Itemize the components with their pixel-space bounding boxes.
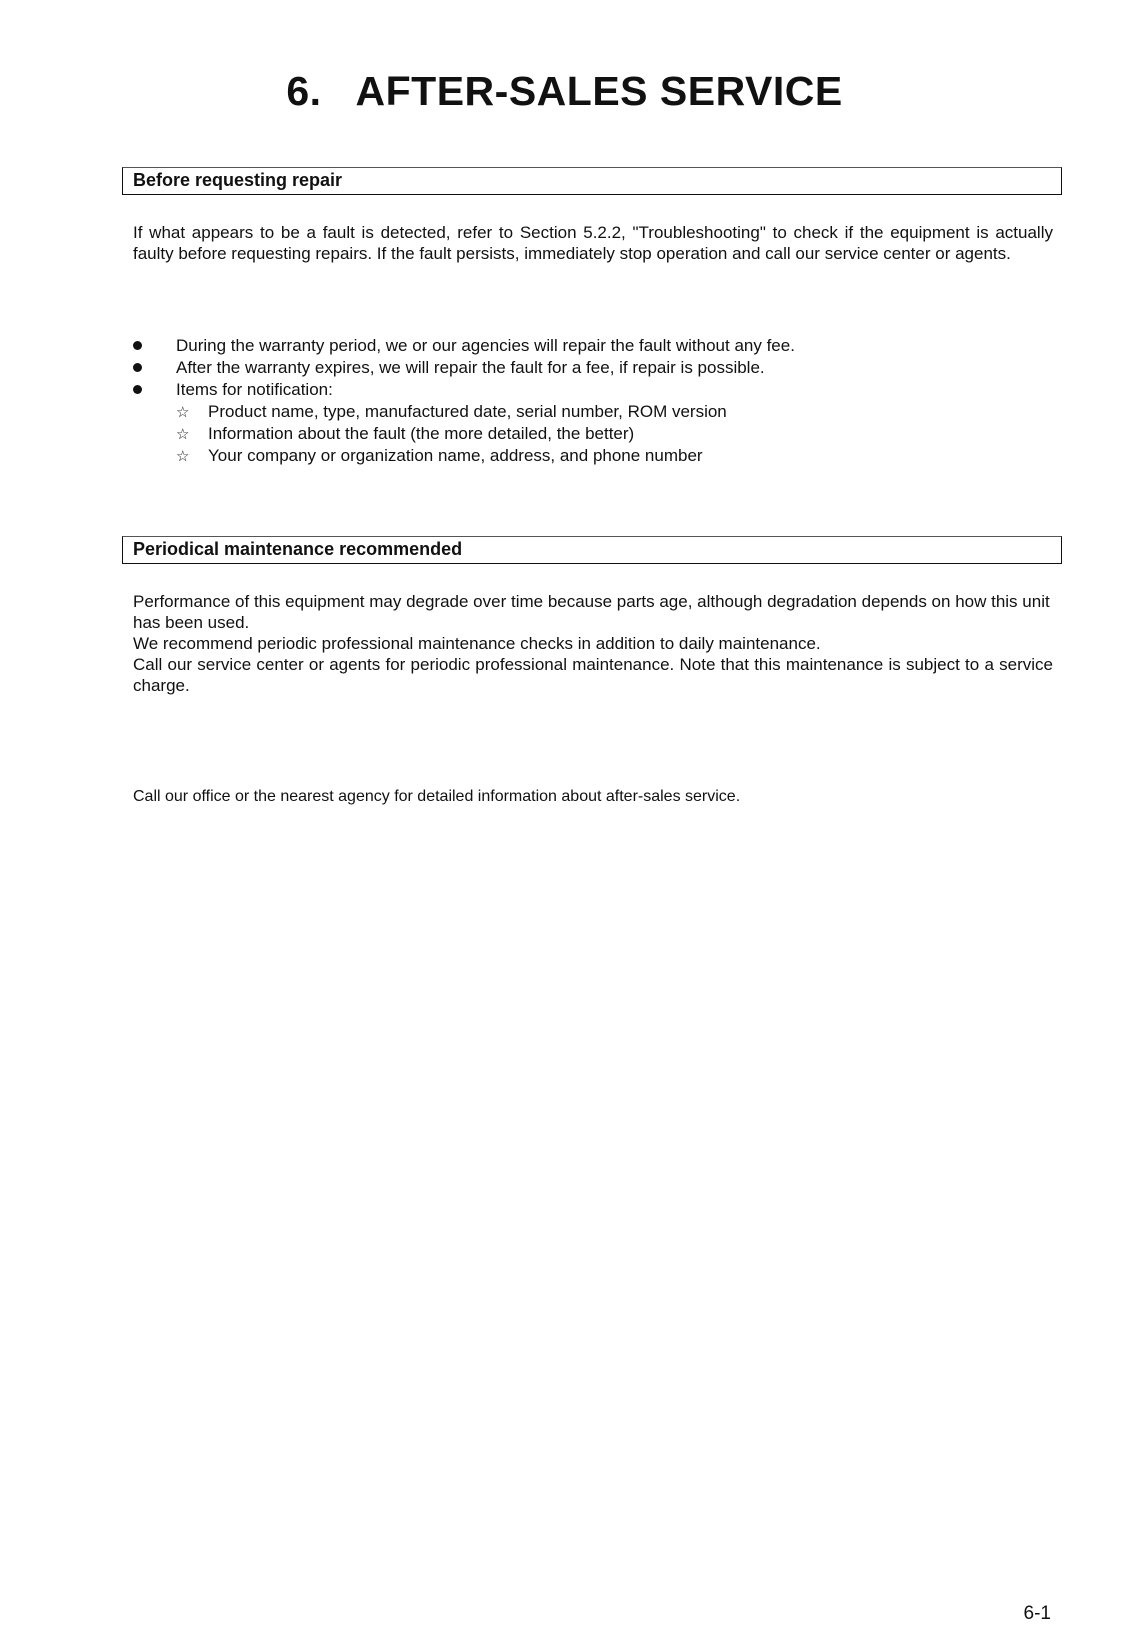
star-icon: ☆ <box>176 425 190 443</box>
list-item-text: Product name, type, manufactured date, serial number, ROM version <box>208 402 727 421</box>
page-title <box>0 68 1129 115</box>
list-item <box>133 335 1033 357</box>
chapter-title: AFTER-SALES SERVICE <box>355 68 843 114</box>
list-item <box>176 401 1033 423</box>
repair-bullet-list <box>133 335 1033 467</box>
section-header-before-repair <box>122 167 1062 195</box>
repair-intro-text: If what appears to be a fault is detected, refer to Section 5.2.2, "Troubleshooting" to check if the equipment is actually faulty before requesting repairs. If the fault persists, immediately stop operation and call our service center or agents. <box>133 223 1053 263</box>
maintenance-paragraph: We recommend periodic professional maintenance checks in addition to daily maintenance. <box>133 634 821 653</box>
footer-note: Call our office or the nearest agency for detailed information about after-sales service. <box>133 788 741 805</box>
bullet-icon <box>133 341 142 350</box>
list-item-text: Items for notification: <box>176 380 333 399</box>
list-item-text: During the warranty period, we or our agencies will repair the fault without any fee. <box>176 336 795 355</box>
bullet-icon <box>133 385 142 394</box>
repair-intro-paragraph <box>133 222 1053 264</box>
chapter-number: 6. <box>286 68 322 114</box>
bullet-icon <box>133 363 142 372</box>
notification-items-list <box>176 401 1033 467</box>
maintenance-paragraphs <box>133 591 1053 696</box>
list-item <box>133 357 1033 379</box>
list-item-text: Your company or organization name, address, and phone number <box>208 446 703 465</box>
list-item <box>133 379 1033 467</box>
section-heading: Periodical maintenance recommended <box>133 539 463 559</box>
list-item-text: Information about the fault (the more detailed, the better) <box>208 424 635 443</box>
maintenance-paragraph: Call our service center or agents for periodic professional maintenance. Note that this maintenance is subject to a service charge. <box>133 655 1053 695</box>
star-icon: ☆ <box>176 447 190 465</box>
page-number: 6-1 <box>1023 1603 1051 1624</box>
section-header-maintenance <box>122 536 1062 564</box>
section-heading: Before requesting repair <box>133 170 343 190</box>
star-icon: ☆ <box>176 403 190 421</box>
list-item <box>176 423 1033 445</box>
list-item-text: After the warranty expires, we will repair the fault for a fee, if repair is possible. <box>176 358 765 377</box>
list-item <box>176 445 1033 467</box>
maintenance-paragraph: Performance of this equipment may degrade over time because parts age, although degradation depends on how this unit has been used. <box>133 592 1050 632</box>
